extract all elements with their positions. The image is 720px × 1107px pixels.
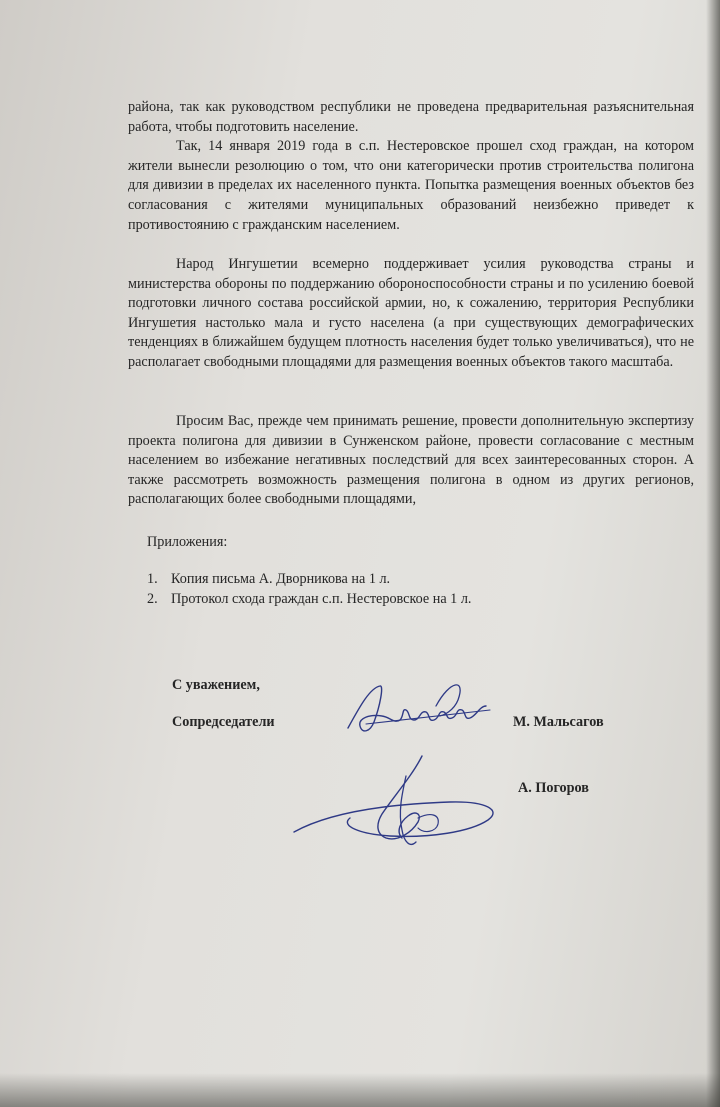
- paragraph-1-continuation: района, так как руководством республики не проведена предварительная разъяснительная работа, чтобы подготовить население.: [128, 99, 694, 135]
- list-item: [147, 589, 471, 609]
- signature-1-icon: [340, 676, 510, 746]
- appendix-list: [147, 569, 471, 609]
- signature-2-icon: [290, 752, 510, 862]
- list-item-text: Копия письма А. Дворникова на 1 л.: [171, 571, 391, 587]
- signer-2-name: А. Погоров: [518, 780, 589, 796]
- paragraph-1: [128, 98, 694, 235]
- page-shadow-right: [706, 0, 720, 1107]
- appendix-title: Приложения:: [147, 534, 228, 550]
- paragraph-3: Просим Вас, прежде чем принимать решение, провести дополнительную экспертизу проекта полигона для дивизии в Сунженском районе, провести согласование с местным населением во избежание негативных последствий для всех заинтересованных сторон. А также рассмотреть возможность размещения полигона в одном из других регионов, располагающих более свободными площадями,: [128, 413, 694, 508]
- list-item-number: 2.: [147, 591, 158, 607]
- paragraph-2: Народ Ингушетии всемерно поддерживает усилия руководства страны и министерства обороны по поддержанию обороноспособности страны и по усилению боевой подготовки личного состава российской армии, но, к сожалению, территория Республики Ингушетия настолько мала и густо населена (а при существующих демографических тенденциях в ближайшем будущем плотность населения будет только увеличиваться), что не располагает свободными площадями для размещения военных объектов такого масштаба.: [128, 256, 694, 370]
- cochairs-label: Сопредседатели: [172, 714, 275, 730]
- paragraph-1-body: Так, 14 января 2019 года в с.п. Нестеровское прошел сход граждан, на котором жители вынесли резолюцию о том, что они категорически против строительства полигона для дивизии в пределах их населенного пункта. Попытка размещения военных объектов без согласования с жителями муниципальных образований неизбежно приведет к противостоянию с гражданским населением.: [128, 138, 694, 233]
- list-item-number: 1.: [147, 571, 158, 587]
- closing-regards: С уважением,: [172, 677, 260, 693]
- list-item: [147, 569, 471, 589]
- page-shadow-bottom: [0, 1073, 720, 1107]
- list-item-text: Протокол схода граждан с.п. Нестеровское на 1 л.: [171, 591, 472, 607]
- signer-1-name: М. Мальсагов: [513, 714, 604, 730]
